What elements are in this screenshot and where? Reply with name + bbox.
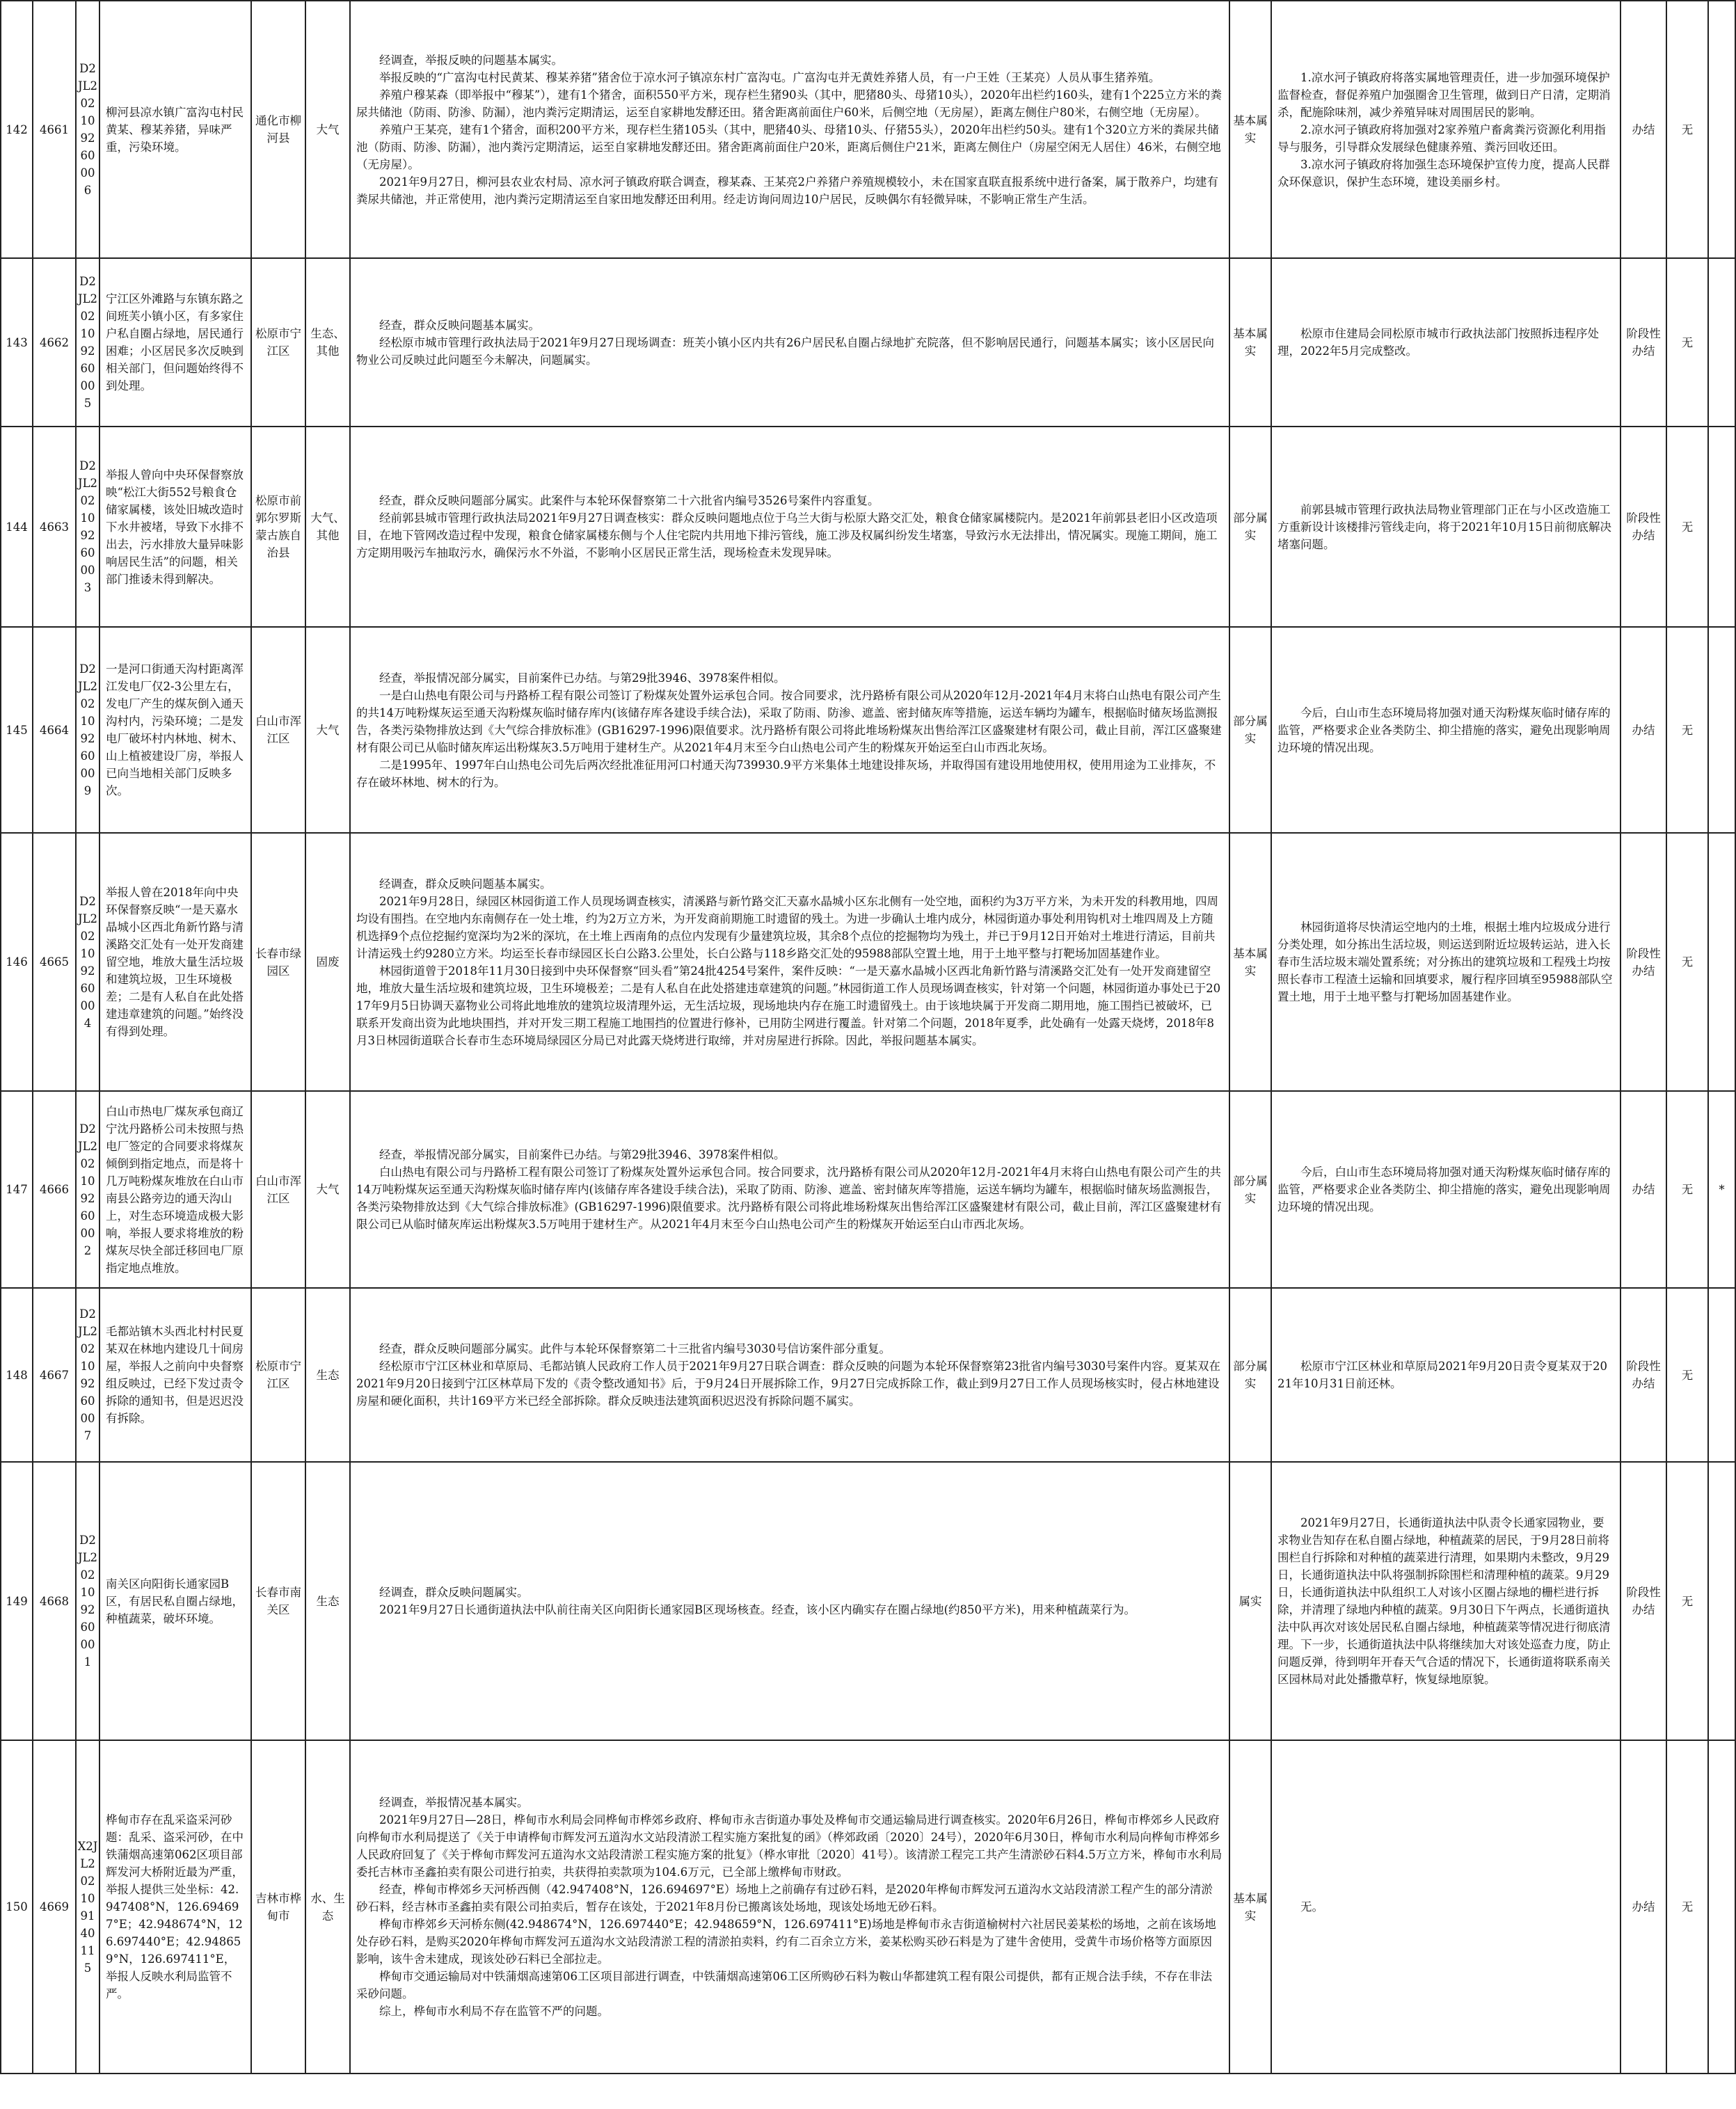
measures-paragraph: 3.凉水河子镇政府将加强生态环境保护宣传力度，提高人民群众环保意识，保护生态环境，建设美丽乡村。 xyxy=(1277,157,1610,189)
status: 办结 xyxy=(1620,1740,1666,2074)
complaint-text: 一是河口街通天沟村距离浑江发电厂仅2-3公里左右，发电厂产生的煤灰倒入通天沟村内，污染环境；二是发电厂破坏村内林地、树木、山上植被建设厂房，举报人已向当地相关部门反映多次。 xyxy=(99,627,251,833)
verdict: 基本属实 xyxy=(1229,258,1271,427)
remark xyxy=(1708,1,1735,258)
findings-text xyxy=(350,1740,1229,2074)
location: 松原市宁江区 xyxy=(251,258,305,427)
findings-paragraph: 经调查，群众反映问题基本属实。 xyxy=(379,877,552,891)
row-number: 146 xyxy=(1,833,33,1091)
complaint-text: 桦甸市存在乱采盗采河砂题：乱采、盗采河砂，在中铁蒲烟高速第062区项目部辉发河大桥附近最为严重，举报人提供三处坐标：42.947408°N，126.694697°E；42.948674°N，126.697440°E；42.948659°N，126.697411°E，举报人反映水利局监管不严。 xyxy=(99,1740,251,2074)
table-row xyxy=(1,1091,1735,1288)
location: 白山市浑江区 xyxy=(251,627,305,833)
remark xyxy=(1708,1740,1735,2074)
findings-paragraph: 2021年9月28日，绿园区林园街道工作人员现场调查核实，清溪路与新竹路交汇天嘉水晶城小区东北侧有一处空地，面积约为3万平方米，为未开发的科教用地，四周均设有围挡。在空地内东南侧存在一处土堆，约为2万立方米，为开发商前期施工时遗留的残土。为进一步确认土堆内成分，林园街道办事处利用钩机对土堆四周及上方随机选择9个点位挖掘约宽深均为2米的深坑，在土堆上西南角的点位内发现有少量建筑垃圾，其余8个点位的挖掘物均为残土，并已于9月12日开始对土堆进行清运，目前共计清运残土约9280立方米。均运至长春市绿园区长白公路3.公里处，长白公路与118乡路交汇处的95988部队空置土地，用于土地平整与打靶场加固基建作业。 xyxy=(356,894,1218,960)
case-code: D2JL202109260002 xyxy=(76,1091,99,1288)
pollution-type: 大气 xyxy=(305,1,350,258)
findings-paragraph: 经查，桦甸市桦郊乡天河桥西侧（42.947408°N，126.694697°E）场地上之前确存有过砂石料，是2020年桦甸市辉发河五道沟水文站段清淤工程产生的部分清淤砂石料，经吉林市圣鑫拍卖有限公司拍卖后，暂存在该处，于2021年8月份已搬离该处场地，现该处场地无砂石料。 xyxy=(356,1883,1213,1913)
remark xyxy=(1708,1288,1735,1462)
complaint-text: 举报人曾在2018年向中央环保督察反映“一是天嘉水晶城小区西北角新竹路与清溪路交汇处有一处开发商建留空地，堆放大量生活垃圾和建筑垃圾，卫生环境极差；二是有人私自在此处搭建违章建筑的问题。”始终没有得到处理。 xyxy=(99,833,251,1091)
pollution-type: 生态、其他 xyxy=(305,258,350,427)
complaint-text: 白山市热电厂煤灰承包商辽宁沈丹路桥公司未按照与热电厂签定的合同要求将煤灰倾倒到指定地点，而是将十几万吨粉煤灰堆放在白山市南县公路旁边的通天沟山上，对生态环境造成极大影响，举报人要求将堆放的粉煤灰尽快全部迁移回电厂原指定地点堆放。 xyxy=(99,1091,251,1288)
row-number: 144 xyxy=(1,427,33,627)
remark xyxy=(1708,427,1735,627)
case-code: D2JL202109260005 xyxy=(76,258,99,427)
pollution-type: 生态 xyxy=(305,1288,350,1462)
case-code: D2JL202109260004 xyxy=(76,833,99,1091)
row-number: 149 xyxy=(1,1462,33,1740)
findings-paragraph: 一是白山热电有限公司与丹路桥工程有限公司签订了粉煤灰处置外运承包合同。按合同要求，沈丹路桥有限公司从2020年12月-2021年4月末将白山热电有限公司产生的共14万吨粉煤灰运至通天沟粉煤灰临时储存库内(该储存库各建设手续合法)，采取了防雨、防渗、遮盖、密封储灰库等措施，运送车辆均为罐车，根据临时储灰场监测报告，各类污染物排放达到《大气综合排放标准》(GB16297-1996)限值要求。沈丹路桥有限公司将此堆场粉煤灰出售给浑江区盛聚建材有限公司，截止目前，浑江区盛聚建材有限公司已从临时储灰库运出粉煤灰3.5万吨用于建材生产。从2021年4月末至今白山热电公司产生的粉煤灰开始运至白山市西北灰场。 xyxy=(356,688,1222,754)
status: 阶段性办结 xyxy=(1620,1288,1666,1462)
findings-paragraph: 经松原市城市管理行政执法局于2021年9月27日现场调查：班芙小镇小区内共有26户居民私自圈占绿地扩充院落，但不影响居民通行，问题基本属实；该小区居民向物业公司反映过此问题至今未解决，问题属实。 xyxy=(356,335,1214,367)
case-code: D2JL202109260009 xyxy=(76,627,99,833)
findings-text xyxy=(350,1462,1229,1740)
findings-paragraph: 经查，举报情况部分属实，目前案件已办结。与第29批3946、3978案件相似。 xyxy=(379,1148,786,1161)
accountability: 无 xyxy=(1666,1,1708,258)
findings-text xyxy=(350,258,1229,427)
status: 阶段性办结 xyxy=(1620,1462,1666,1740)
measures-text xyxy=(1271,1,1620,258)
row-number: 143 xyxy=(1,258,33,427)
measures-text xyxy=(1271,427,1620,627)
findings-paragraph: 桦甸市交通运输局对中铁蒲烟高速第06工区项目部进行调查，中铁蒲烟高速第06工区所购砂石料为鞍山华都建筑工程有限公司提供，都有正规合法手续，不存在非法采砂问题。 xyxy=(356,1970,1212,2000)
table-row xyxy=(1,1,1735,258)
remark: * xyxy=(1708,1091,1735,1288)
measures-paragraph: 松原市宁江区林业和草原局2021年9月20日责令夏某双于2021年10月31日前还林。 xyxy=(1277,1360,1607,1390)
findings-paragraph: 经查，举报情况部分属实，目前案件已办结。与第29批3946、3978案件相似。 xyxy=(379,671,786,685)
findings-paragraph: 经查，群众反映问题部分属实。此案件与本轮环保督察第二十六批省内编号3526号案件内容重复。 xyxy=(379,494,879,507)
measures-paragraph: 前郭县城市管理行政执法局物业管理部门正在与小区改造施工方重新设计该楼排污管线走向，将于2021年10月15日前彻底解决堵塞问题。 xyxy=(1277,502,1611,551)
measures-text xyxy=(1271,1288,1620,1462)
table-row xyxy=(1,1740,1735,2074)
verdict: 部分属实 xyxy=(1229,1091,1271,1288)
status: 办结 xyxy=(1620,1091,1666,1288)
findings-paragraph: 2021年9月27日—28日，桦甸市水利局会同桦甸市桦郊乡政府、桦甸市永吉街道办事处及桦甸市交通运输局进行调查核实。2020年6月26日，桦甸市桦郊乡人民政府向桦甸市水利局提送了《关于申请桦甸市辉发河五道沟水文站段清淤工程实施方案批复的函》（桦郊政函〔2020〕24号），2020年6月30日，桦甸市水利局向桦甸市桦郊乡人民政府回复了《关于桦甸市辉发河五道沟水文站段清淤工程实施方案的批复》（桦水审批〔2020〕41号）。该清淤工程完工共产生清淤砂石料4.5万立方米，桦甸市水利局委托吉林市圣鑫拍卖有限公司进行拍卖，共获得拍卖款项为104.6万元，已全部上缴桦甸市财政。 xyxy=(356,1813,1223,1879)
verdict: 基本属实 xyxy=(1229,1740,1271,2074)
pollution-type: 大气、其他 xyxy=(305,427,350,627)
measures-paragraph: 今后，白山市生态环境局将加强对通天沟粉煤灰临时储存库的监管，严格要求企业各类防尘、抑尘措施的落实，避免出现影响周边环境的情况出现。 xyxy=(1277,706,1611,754)
findings-text xyxy=(350,627,1229,833)
status: 办结 xyxy=(1620,627,1666,833)
accountability: 无 xyxy=(1666,1091,1708,1288)
complaint-text: 南关区向阳街长通家园B区，有居民私自圈占绿地，种植蔬菜，破坏环境。 xyxy=(99,1462,251,1740)
case-id: 4666 xyxy=(33,1091,76,1288)
accountability: 无 xyxy=(1666,427,1708,627)
location: 吉林市桦甸市 xyxy=(251,1740,305,2074)
accountability: 无 xyxy=(1666,1462,1708,1740)
findings-paragraph: 经调查，举报情况基本属实。 xyxy=(379,1796,529,1809)
measures-text xyxy=(1271,627,1620,833)
location: 白山市浑江区 xyxy=(251,1091,305,1288)
pollution-type: 水、生态 xyxy=(305,1740,350,2074)
findings-paragraph: 综上，桦甸市水利局不存在监管不严的问题。 xyxy=(379,2005,609,2018)
location: 长春市绿园区 xyxy=(251,833,305,1091)
table-row xyxy=(1,427,1735,627)
case-code: D2JL202109260007 xyxy=(76,1288,99,1462)
measures-paragraph: 2021年9月27日，长通街道执法中队责令长通家园物业，要求物业告知存在私自圈占绿地，种植蔬菜的居民，于9月28日前将围栏自行拆除和对种植的蔬菜进行清理，如果期内未整改，9月29日，长通街道执法中队将强制拆除围栏和清理种植的蔬菜。9月29日，长通街道执法中队组织工人对该小区圈占绿地的栅栏进行拆除，并清理了绿地内种植的蔬菜。9月30日下午两点，长通街道执法中队再次对该处居民私自圈占绿地，种植蔬菜等情况进行彻底清理。下一步，长通街道执法中队将继续加大对该处巡查力度，防止问题反弹，待到明年开春天气合适的情况下，长通街道将联系南关区园林局对此处播撒草籽，恢复绿地原貌。 xyxy=(1277,1516,1611,1686)
location: 松原市前郭尔罗斯蒙古族自治县 xyxy=(251,427,305,627)
case-id: 4665 xyxy=(33,833,76,1091)
table-row xyxy=(1,258,1735,427)
accountability: 无 xyxy=(1666,258,1708,427)
table-row xyxy=(1,1462,1735,1740)
findings-text xyxy=(350,427,1229,627)
row-number: 148 xyxy=(1,1288,33,1462)
pollution-type: 固废 xyxy=(305,833,350,1091)
findings-text xyxy=(350,1288,1229,1462)
measures-paragraph: 无。 xyxy=(1300,1900,1323,1913)
findings-paragraph: 经前郭县城市管理行政执法局2021年9月27日调查核实：群众反映问题地点位于乌兰大街与松原大路交汇处，粮食仓储家属楼院内。是2021年前郭县老旧小区改造项目，在地下管网改造过程中发现，粮食仓储家属楼东侧与个人住宅院内共用地下排污管线，施工涉及权属纠纷发生堵塞，导致污水无法排出，情况属实。现施工期间，施工方定期用吸污车抽取污水，确保污水不外溢，不影响小区居民正常生活，现场检查未发现异味。 xyxy=(356,511,1218,559)
case-code: D2JL202109260003 xyxy=(76,427,99,627)
findings-paragraph: 二是1995年、1997年白山热电公司先后两次经批准征用河口村通天沟739930.9平方米集体土地建设排灰场，并取得国有建设用地使用权，使用用途为工业排灰，不存在破坏林地、树木的行为。 xyxy=(356,758,1216,789)
location: 通化市柳河县 xyxy=(251,1,305,258)
status: 阶段性办结 xyxy=(1620,427,1666,627)
row-number: 150 xyxy=(1,1740,33,2074)
verdict: 部分属实 xyxy=(1229,627,1271,833)
verdict: 部分属实 xyxy=(1229,1288,1271,1462)
findings-paragraph: 经松原市宁江区林业和草原局、毛都站镇人民政府工作人员于2021年9月27日联合调查：群众反映的问题为本轮环保督察第23批省内编号3030号案件内容。夏某双在2021年9月20日接到宁江区林草局下发的《责令整改通知书》后，于9月24日开展拆除工作，9月27日完成拆除工作，截止到9月27日工作人员现场核实时，侵占林地建设房屋和硬化面积，共计169平方米已经全部拆除。群众反映违法建筑面积迟迟没有拆除问题不属实。 xyxy=(356,1360,1220,1408)
verdict: 基本属实 xyxy=(1229,833,1271,1091)
location: 长春市南关区 xyxy=(251,1462,305,1740)
findings-paragraph: 2021年9月27日长通街道执法中队前往南关区向阳街长通家园B区现场核查。经查，该小区内确实存在圈占绿地(约850平方米)，用来种植蔬菜行为。 xyxy=(379,1603,1136,1616)
table-row xyxy=(1,833,1735,1091)
table-row xyxy=(1,1288,1735,1462)
findings-paragraph: 经查，群众反映问题基本属实。 xyxy=(379,318,540,332)
verdict: 属实 xyxy=(1229,1462,1271,1740)
case-code: D2JL202109260006 xyxy=(76,1,99,258)
findings-paragraph: 桦甸市桦郊乡天河桥东侧(42.948674°N，126.697440°E；42.948659°N，126.697411°E)场地是桦甸市永吉街道榆树村六社居民姜某松的场地，之前在该场地处存砂石料，是购买2020年桦甸市辉发河五道沟水文站段清淤工程的清淤拍卖料，约有二百余立方米，姜某松购买砂石料是为了建牛舍使用，受黄牛市场价格等方面原因影响，该牛舍未建成，现该处砂石料已全部拉走。 xyxy=(356,1918,1216,1966)
pollution-type: 大气 xyxy=(305,627,350,833)
row-number: 142 xyxy=(1,1,33,258)
findings-paragraph: 养殖户王某亮，建有1个猪舍，面积200平方米，现存栏生猪105头（其中，肥猪40头、母猪10头、仔猪55头），2020年出栏约50头。建有1个320立方米的粪尿共储池（防雨、防渗、防漏），池内粪污定期清运，运至自家耕地发酵还田。猪舍距离前面住户20米，距离后侧住户21米，距离左侧住户（房屋空闲无人居住）46米，右侧空地（无房屋）。 xyxy=(356,122,1221,171)
remark xyxy=(1708,833,1735,1091)
findings-text xyxy=(350,833,1229,1091)
findings-paragraph: 白山热电有限公司与丹路桥工程有限公司签订了粉煤灰处置外运承包合同。按合同要求，沈丹路桥有限公司从2020年12月-2021年4月末将白山热电有限公司产生的共14万吨粉煤灰运至通天沟粉煤灰临时储存库内(该储存库各建设手续合法)，采取了防雨、防渗、遮盖、密封储灰库等措施，运送车辆均为罐车，根据临时储灰场监测报告，各类污染物排放达到《大气综合排放标准》(GB16297-1996)限值要求。沈丹路桥有限公司将此堆场粉煤灰出售给浑江区盛聚建材有限公司，截止目前，浑江区盛聚建材有限公司已从临时储灰库运出粉煤灰3.5万吨用于建材生产。从2021年4月末至今白山热电公司产生的粉煤灰开始运至白山市西北灰场。 xyxy=(356,1165,1222,1231)
pollution-type: 生态 xyxy=(305,1462,350,1740)
row-number: 147 xyxy=(1,1091,33,1288)
complaint-text: 柳河县凉水镇广富沟屯村民黄某、穆某养猪，异味严重，污染环境。 xyxy=(99,1,251,258)
case-id: 4668 xyxy=(33,1462,76,1740)
verdict: 部分属实 xyxy=(1229,427,1271,627)
row-number: 145 xyxy=(1,627,33,833)
measures-text xyxy=(1271,258,1620,427)
measures-text xyxy=(1271,1740,1620,2074)
findings-paragraph: 林园街道曾于2018年11月30日接到中央环保督察“回头看”第24批4254号案件，案件反映：“一是天嘉水晶城小区西北角新竹路与清溪路交汇处有一处开发商建留空地，堆放大量生活垃圾和建筑垃圾，卫生环境极差；二是有人私自在此处搭建违章建筑的问题。”林园街道工作人员现场调查核实，针对第一个问题，林园街道办事处已于2017年9月5日协调天嘉物业公司将此地堆放的建筑垃圾清理外运，无生活垃圾，现场地块内存在施工时遗留残土。由于该地块属于开发商二期用地，施工围挡已被破坏，已联系开发商出资为此地块围挡，并对开发三期工程施工地围挡的位置进行修补，已用防尘网进行覆盖。针对第二个问题，2018年夏季，此处确有一处露天烧烤，2018年8月3日林园街道联合长春市生态环境局绿园区分局已对此露天烧烤进行取缔，并对房屋进行拆除。因此，举报问题基本属实。 xyxy=(356,964,1221,1047)
findings-text xyxy=(350,1091,1229,1288)
case-code: D2JL202109260001 xyxy=(76,1462,99,1740)
complaint-text: 毛都站镇木头西北村村民夏某双在林地内建设几十间房屋，举报人之前向中央督察组反映过，已经下发过责令拆除的通知书，但是迟迟没有拆除。 xyxy=(99,1288,251,1462)
measures-text xyxy=(1271,833,1620,1091)
case-id: 4661 xyxy=(33,1,76,258)
case-id: 4669 xyxy=(33,1740,76,2074)
findings-paragraph: 2021年9月27日，柳河县农业农村局、凉水河子镇政府联合调查，穆某森、王某亮2户养猪户养殖规模较小，未在国家直联直报系统中进行备案，属于散养户，均建有粪尿共储池，并正常使用，池内粪污定期清运至自家田地发酵还田利用。经走访询问周边10户居民，反映偶尔有轻微异味，不影响正常生产生活。 xyxy=(356,175,1218,206)
measures-paragraph: 1.凉水河子镇政府将落实属地管理责任，进一步加强环境保护监督检查，督促养殖户加强圈舍卫生管理，做到日产日清，定期消杀，配施除味剂，减少养殖异味对周围居民的影响。 xyxy=(1277,70,1611,119)
case-id: 4667 xyxy=(33,1288,76,1462)
status: 阶段性办结 xyxy=(1620,258,1666,427)
remark xyxy=(1708,1462,1735,1740)
pollution-type: 大气 xyxy=(305,1091,350,1288)
verdict: 基本属实 xyxy=(1229,1,1271,258)
findings-paragraph: 经调查，群众反映问题属实。 xyxy=(379,1586,529,1599)
case-code: X2JL202109140115 xyxy=(76,1740,99,2074)
case-id: 4663 xyxy=(33,427,76,627)
findings-paragraph: 经查，群众反映问题部分属实。此件与本轮环保督察第二十三批省内编号3030号信访案件部分重复。 xyxy=(379,1342,891,1355)
findings-paragraph: 养殖户穆某森（即举报中“穆某”），建有1个猪舍，面积550平方米，现存栏生猪90头（其中，肥猪80头、母猪10头），2020年出栏约160头，建有1个225立方米的粪尿共储池（防雨、防渗、防漏），池内粪污定期清运，运至自家耕地发酵还田。猪舍距离前面住户60米，后侧空地（无房屋），距离左侧住户80米，右侧空地（无房屋）。 xyxy=(356,88,1222,119)
findings-paragraph: 经调查，举报反映的问题基本属实。 xyxy=(379,53,563,67)
accountability: 无 xyxy=(1666,627,1708,833)
case-id: 4664 xyxy=(33,627,76,833)
location: 松原市宁江区 xyxy=(251,1288,305,1462)
measures-text xyxy=(1271,1091,1620,1288)
complaint-text: 举报人曾向中央环保督察放映“松江大街552号粮食仓储家属楼，该处旧城改造时下水井被堵，导致下水排不出去，污水排放大量异味影响居民生活”的问题，相关部门推诿未得到解决。 xyxy=(99,427,251,627)
measures-paragraph: 林园街道将尽快清运空地内的土堆，根据土堆内垃圾成分进行分类处理，如分拣出生活垃圾，则运送到附近垃圾转运站，进入长春市生活垃圾末端处置系统；对分拣出的建筑垃圾和工程残土均按照长春市工程渣土运输和回填要求，履行程序回填至95988部队空置土地，用于土地平整与打靶场加固基建作业。 xyxy=(1277,921,1613,1003)
measures-text xyxy=(1271,1462,1620,1740)
accountability: 无 xyxy=(1666,1288,1708,1462)
findings-paragraph: 举报反映的“广富沟屯村民黄某、穆某养猪”猪舍位于凉水河子镇凉东村广富沟屯。广富沟屯并无黄姓养猪人员，有一户王姓（王某亮）人员从事生猪养殖。 xyxy=(379,70,1161,84)
measures-paragraph: 松原市住建局会同松原市城市行政执法部门按照拆违程序处理，2022年5月完成整改。 xyxy=(1277,327,1599,358)
measures-paragraph: 今后，白山市生态环境局将加强对通天沟粉煤灰临时储存库的监管，严格要求企业各类防尘、抑尘措施的落实，避免出现影响周边环境的情况出现。 xyxy=(1277,1165,1611,1213)
complaint-text: 宁江区外滩路与东镇东路之间班芙小镇小区，有多家住户私自圈占绿地，居民通行困难；小区居民多次反映到相关部门，但问题始终得不到处理。 xyxy=(99,258,251,427)
case-id: 4662 xyxy=(33,258,76,427)
findings-text xyxy=(350,1,1229,258)
remark xyxy=(1708,258,1735,427)
status: 阶段性办结 xyxy=(1620,833,1666,1091)
measures-paragraph: 2.凉水河子镇政府将加强对2家养殖户畜禽粪污资源化利用指导与服务，引导群众发展绿色健康养殖、粪污回收还田。 xyxy=(1277,122,1606,154)
accountability: 无 xyxy=(1666,833,1708,1091)
remark xyxy=(1708,627,1735,833)
status: 办结 xyxy=(1620,1,1666,258)
table-row xyxy=(1,627,1735,833)
accountability: 无 xyxy=(1666,1740,1708,2074)
